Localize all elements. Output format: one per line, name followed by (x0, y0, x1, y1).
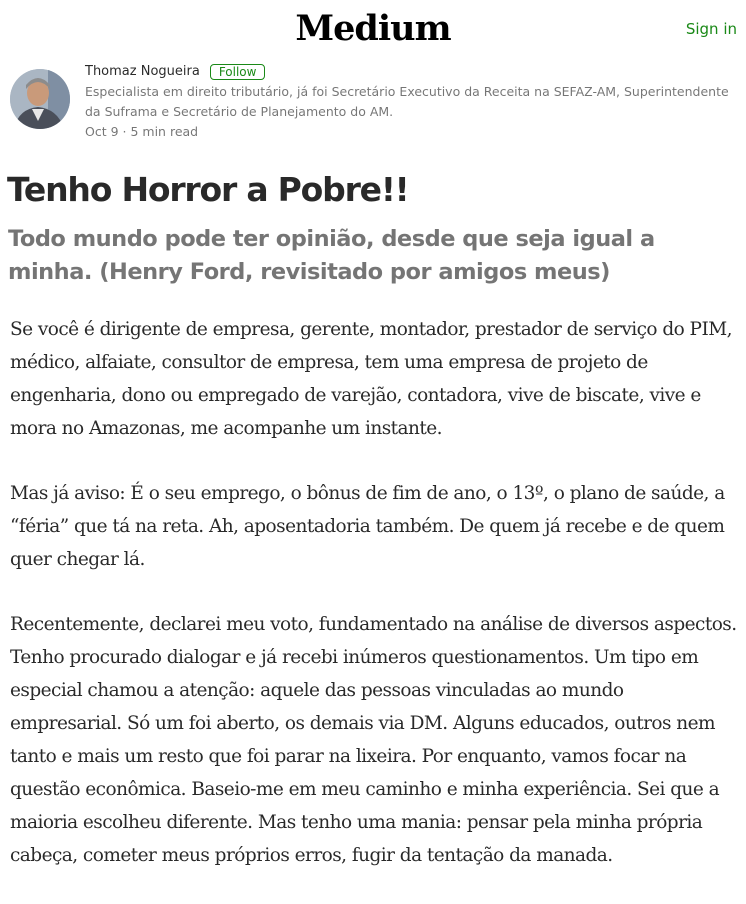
article-paragraph: Mas já aviso: É o seu emprego, o bônus de fim de ano, o 13º, o plano de saúde, a “féria” que tá na reta. Ah, aposentadoria também. De quem já recebe e de quem quer chegar lá. (10, 483, 725, 570)
meta-separator: · (122, 124, 131, 139)
post-date: Oct 9 (85, 124, 119, 139)
author-avatar[interactable] (10, 69, 70, 129)
author-info (85, 62, 735, 142)
article-subtitle: Todo mundo pode ter opinião, desde que seja igual a minha. (Henry Ford, revisitado por amigos meus) (8, 226, 655, 285)
follow-button[interactable]: Follow (210, 64, 266, 80)
article-paragraph: Recentemente, declarei meu voto, fundamentado na análise de diversos aspectos. Tenho procurado dialogar e já recebi inúmeros questionamentos. Um tipo em especial chamou a atenção: aquele das pessoas vinculadas ao mundo empresarial. Só um foi aberto, os demais via DM. Alguns educados, outros nem tanto e mais um resto que foi parar na lixeira. Por enquanto, vamos focar na questão econômica. Baseio-me em meu caminho e minha experiência. Sei que a maioria escolheu diferente. Mas tenho uma mania: pensar pela minha própria cabeça, cometer meus próprios erros, fugir da tentação da manada. (10, 614, 737, 866)
top-bar (0, 0, 746, 62)
article-paragraph: Se você é dirigente de empresa, gerente, montador, prestador de serviço do PIM, médico, alfaiate, consultor de empresa, tem uma empresa de projeto de engenharia, dono ou empregado de varejão, contadora, vive de biscate, vive e mora no Amazonas, me acompanhe um instante. (10, 319, 732, 439)
author-name-row (85, 62, 735, 82)
author-bio: Especialista em direito tributário, já foi Secretário Executivo da Receita na SEFAZ-AM, Superintendente da Suframa e Secretário de Planejamento do AM. (85, 84, 729, 119)
author-name[interactable]: Thomaz Nogueira (85, 64, 200, 79)
author-photo (10, 69, 70, 129)
read-time: 5 min read (130, 124, 199, 139)
article-body (10, 313, 740, 904)
article-title: Tenho Horror a Pobre!! (7, 170, 409, 209)
medium-logo[interactable]: Medium (295, 8, 451, 49)
post-meta (85, 122, 735, 142)
sign-in-link[interactable]: Sign in (685, 20, 737, 38)
